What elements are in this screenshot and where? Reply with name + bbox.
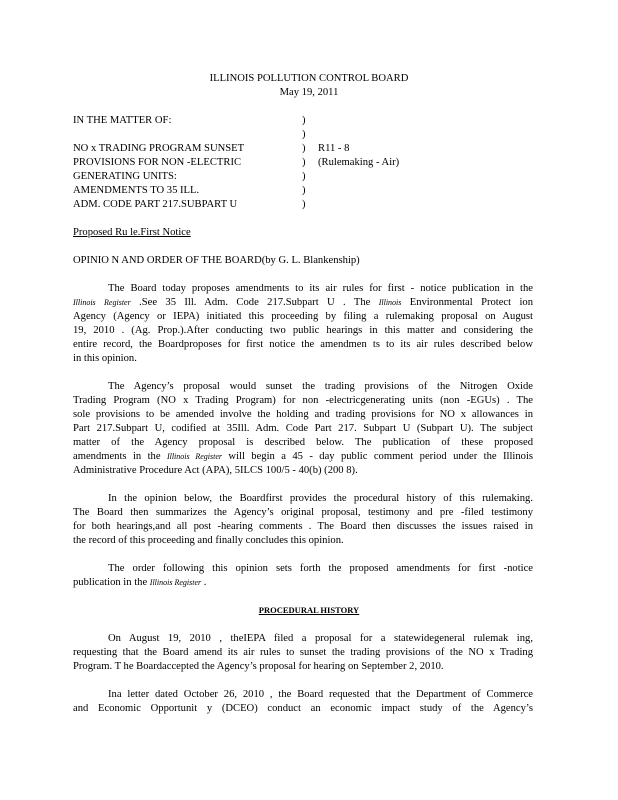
caption-left-line: IN THE MATTER OF: (73, 115, 172, 126)
caption-paren: ) (302, 157, 306, 168)
caption-left-line: GENERATING UNITS: (73, 171, 177, 182)
text-line: matter of the Agency proposal is described below. The publication of these proposed (73, 437, 533, 448)
text-line: 19, 2010 . (Ag. Prop.).After conducting two public hearings in this matter and considering the (73, 325, 533, 336)
opinion-heading: OPINIO N AND ORDER OF THE BOARD(by G. L. Blankenship) (73, 255, 360, 266)
text-line: for both hearings,and all post -hearing comments . The Board then discusses the issues raised in (73, 521, 533, 532)
text-line: Part 217.Subpart U, codified at 35Ill. Adm. Code Part 217. Subpart U (Subpart U). The subject (73, 423, 533, 434)
text-line: and Economic Opportunit y (DCEO) conduct an economic impact study of the Agency’s (73, 703, 533, 714)
document-date: May 19, 2011 (279, 87, 339, 98)
caption-paren: ) (302, 115, 306, 126)
docket-type: (Rulemaking - Air) (318, 157, 400, 168)
caption-left-line: PROVISIONS FOR NON -ELECTRIC (73, 157, 242, 168)
caption-paren: ) (302, 199, 306, 210)
text-line: Ina letter dated October 26, 2010 , the Board requested that the Department of Commerce (108, 689, 533, 700)
text-line: Program. T he Boardaccepted the Agency’s proposal for hearing on September 2, 2010. (73, 661, 444, 672)
text-line: Agency (Agency or IEPA) initiated this proceeding by filing a rulemaking proposal on August (73, 311, 533, 322)
text-line: amendments in the Illinois Register will begin a 45 - day public comment period under the Illinois (73, 451, 534, 462)
document-title: ILLINOIS POLLUTION CONTROL BOARD (209, 73, 409, 84)
section-heading: PROCEDURAL HISTORY (258, 605, 360, 615)
text-line: Illinois Register .See 35 Ill. Adm. Code 217.Subpart U . The Illinois Environmental Protect ion (73, 297, 533, 308)
notice-heading: Proposed Ru le.First Notice (73, 227, 191, 238)
text-line: The Board today proposes amendments to its air rules for first - notice publication in the (108, 283, 533, 294)
text-line: The Board then summarizes the Agency’s original proposal, testimony and pre -filed testimony (73, 507, 533, 518)
text-line: the record of this proceeding and finally concludes this opinion. (73, 535, 344, 546)
text-line: entire record, the Boardproposes for first notice the amendmen ts to its air rules described below (73, 339, 533, 350)
text-line: In the opinion below, the Boardfirst provides the procedural history of this rulemaking. (108, 493, 533, 504)
caption-paren: ) (302, 185, 306, 196)
text-line: Administrative Procedure Act (APA), 5ILCS 100/5 - 40(b) (200 8). (73, 465, 358, 476)
text-line: The Agency’s proposal would sunset the trading provisions of the Nitrogen Oxide (108, 381, 533, 392)
caption-paren: ) (302, 143, 306, 154)
text-line: Trading Program (NO x Trading Program) for non -electricgenerating units (non -EGUs) . The (73, 395, 533, 406)
text-line: publication in the Illinois Register . (73, 577, 207, 588)
caption-paren: ) (302, 171, 306, 182)
caption-paren: ) (302, 129, 306, 140)
text-line: requesting that the Board amend its air rules to sunset the trading provisions of the NO x Trading (73, 647, 533, 658)
text-line: sole provisions to be amended involve the holding and trading provisions for NO x allowances in (73, 409, 533, 420)
caption-left-line: AMENDMENTS TO 35 ILL. (73, 185, 200, 196)
text-line: The order following this opinion sets forth the proposed amendments for first -notice (108, 563, 533, 574)
docket-number: R11 - 8 (318, 143, 350, 154)
text-line: On August 19, 2010 , theIEPA filed a proposal for a statewidegeneral rulemak ing, (108, 633, 533, 644)
text-line: in this opinion. (73, 353, 137, 364)
caption-left-line: ADM. CODE PART 217.SUBPART U (73, 199, 238, 210)
caption-left-line: NO x TRADING PROGRAM SUNSET (73, 143, 245, 154)
